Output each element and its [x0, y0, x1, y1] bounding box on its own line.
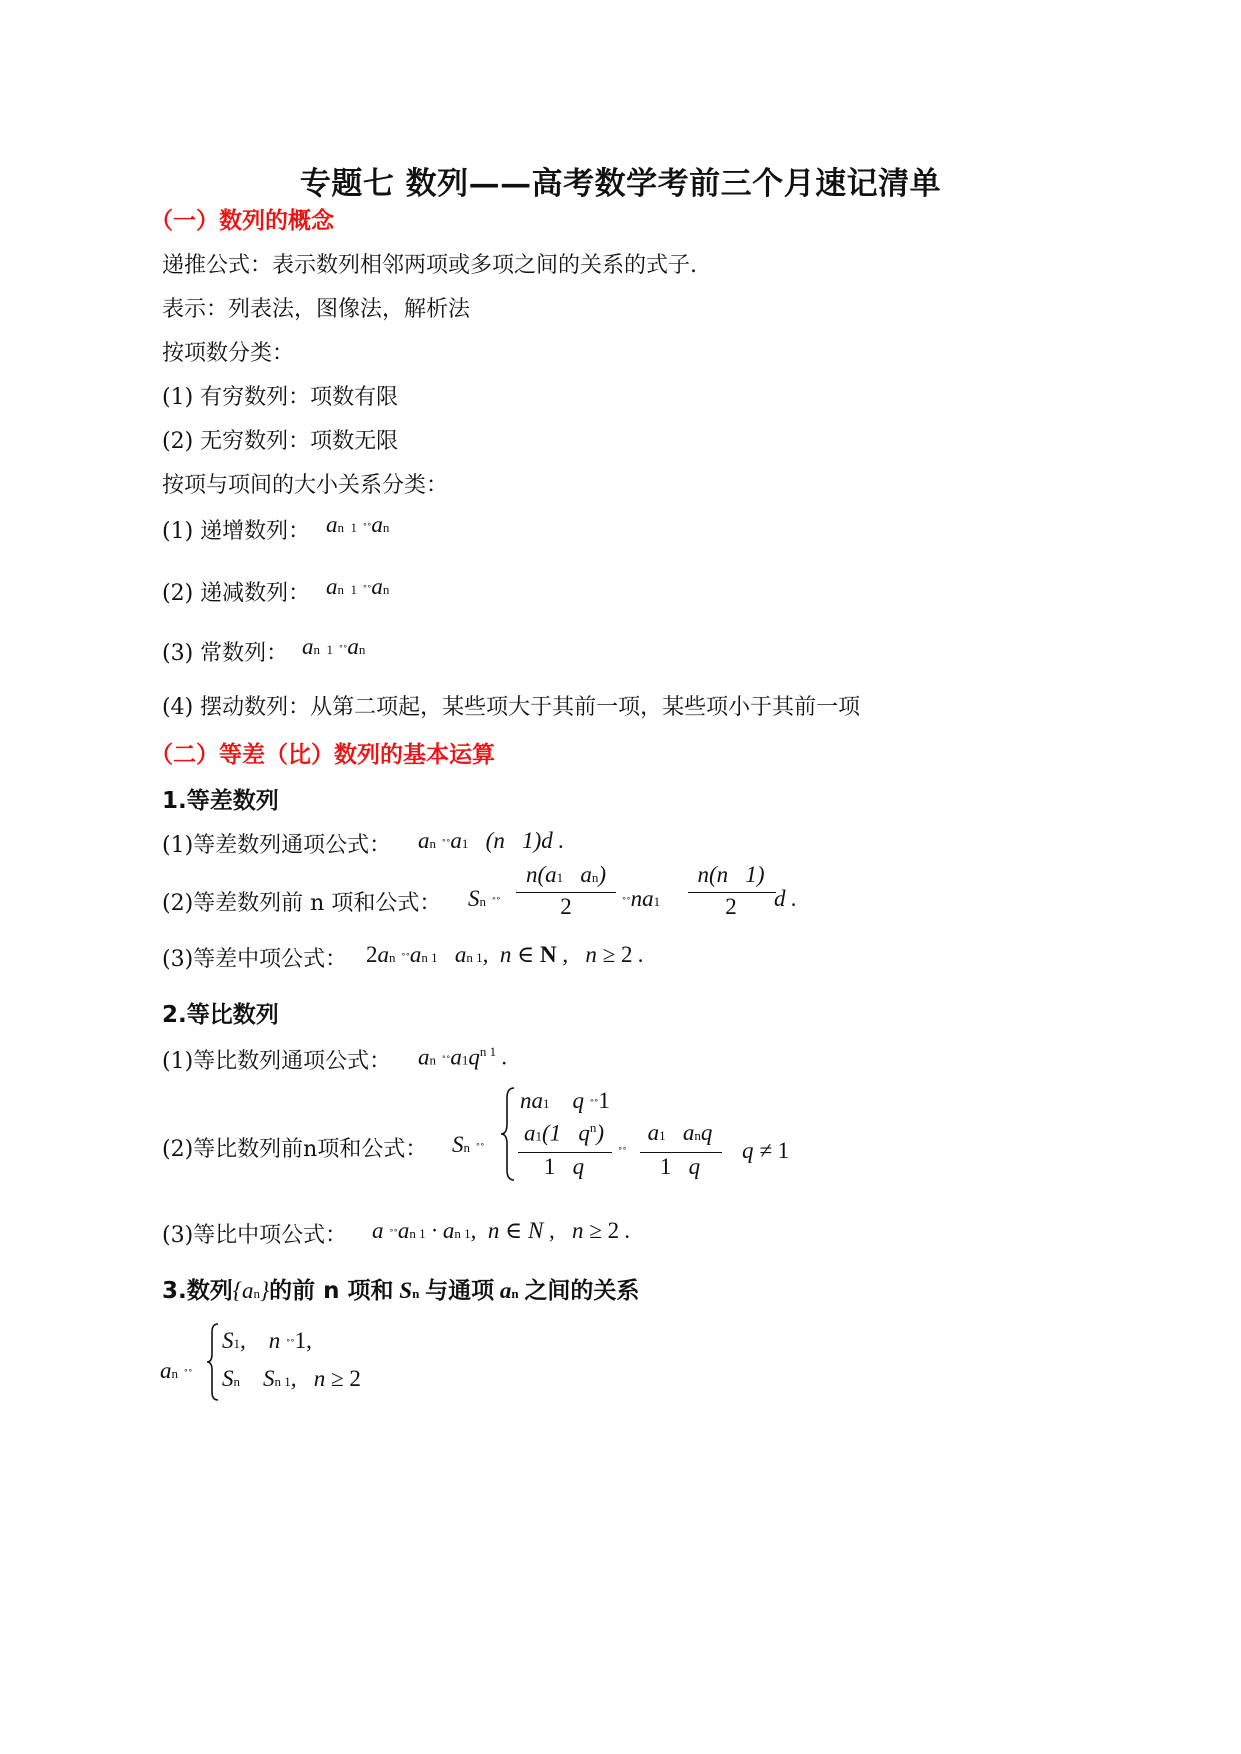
relation-case-2: Sn Sn 1, n ≥ 2	[222, 1366, 361, 1391]
subheading-geometric: 2.等比数列	[162, 1002, 279, 1028]
relation-heading-part-2: 的前 n 项和	[269, 1278, 394, 1304]
geo-sum-fraction-2: a1 anq	[647, 1120, 713, 1145]
relation-case-1: S1, n ˚˚1,	[222, 1328, 312, 1353]
decreasing-formula: an 1 ˚˚an	[326, 574, 390, 599]
geo-sum-label: (2)等比数列前n项和公式：	[162, 1137, 428, 1162]
fraction-bar	[688, 892, 776, 893]
geo-general-label: (1)等比数列通项公式：	[162, 1049, 392, 1074]
arith-sum-fraction-1: n(a1 an)	[525, 862, 607, 887]
constant-formula: an 1 ˚˚an	[302, 634, 366, 659]
relation-heading-part-3: 与通项	[425, 1278, 495, 1304]
section-heading-basic-ops: （二）等差（比）数列的基本运算	[150, 742, 495, 768]
geo-sum-denominator-1: 1 q	[543, 1154, 585, 1179]
relation-heading-part-4: 之间的关系	[524, 1278, 640, 1304]
constant-label: (3) 常数列：	[162, 641, 289, 666]
arith-sum-label: (2)等差数列前 n 项和公式：	[162, 891, 442, 916]
text-line-classify-size: 按项与项间的大小关系分类：	[162, 473, 449, 498]
geo-sum-denominator-2: 1 q	[659, 1154, 701, 1179]
geo-sum-case-1: na1 q ˚˚1	[520, 1088, 610, 1113]
page-title: 专题七 数列——高考数学考前三个月速记清单	[299, 166, 942, 202]
relation-lhs: an ˚˚	[160, 1358, 193, 1383]
geo-general-formula: an $˚˚a1q^{n 1}$ .	[418, 1044, 508, 1070]
geo-sum-fraction-1: a1(1 $q^n$)	[523, 1120, 605, 1146]
arith-sum-denominator-1: 2	[560, 894, 572, 919]
relation-heading-sn: Sn	[393, 1278, 420, 1303]
decreasing-label: (2) 递减数列：	[162, 581, 311, 606]
arith-sum-fraction-2: n(n 1)	[697, 862, 765, 887]
arith-mean-formula: 2an ˚˚an 1 an 1, n ∈ N , n ≥ 2 .	[366, 942, 644, 967]
geo-sum-condition: q ≠ 1	[742, 1138, 790, 1163]
text-line-oscillating: (4) 摆动数列：从第二项起，某些项大于其前一项，某些项小于其前一项	[162, 695, 861, 720]
relation-heading-sequence: {an}	[232, 1278, 270, 1303]
text-line-recursive: 递推公式：表示数列相邻两项或多项之间的关系的式子.	[162, 253, 697, 278]
section-heading-concept: （一）数列的概念	[150, 208, 334, 234]
text-line-finite: (1) 有穷数列：项数有限	[162, 385, 399, 410]
geo-mean-label: (3)等比中项公式：	[162, 1223, 348, 1248]
fraction-bar	[518, 1152, 612, 1153]
subheading-arithmetic: 1.等差数列	[162, 788, 279, 814]
arith-sum-denominator-2: 2	[725, 894, 737, 919]
fraction-bar	[516, 892, 616, 893]
increasing-formula: an 1 ˚˚an	[326, 512, 390, 537]
fraction-bar	[640, 1152, 722, 1153]
geo-mean-formula: a ˚˚an 1 · an 1, n ∈ N , n ≥ 2 .	[372, 1218, 631, 1243]
arith-sum-lhs: Sn ˚˚	[468, 886, 501, 911]
arith-general-label: (1)等差数列通项公式：	[162, 833, 392, 858]
arith-mean-label: (3)等差中项公式：	[162, 947, 348, 972]
relation-heading-part-1: 3.数列	[162, 1278, 233, 1304]
geo-sum-equals: ˚˚	[618, 1144, 627, 1159]
arith-general-formula: an ˚˚a1 (n 1)d .	[418, 828, 565, 853]
text-line-representation: 表示：列表法，图像法，解析法	[162, 297, 471, 322]
left-brace-icon	[500, 1086, 516, 1182]
subheading-relation	[162, 1272, 639, 1305]
text-line-classify-count: 按项数分类：	[162, 341, 295, 366]
arith-sum-tail: d .	[774, 886, 797, 911]
arith-sum-mid: ˚˚na1	[622, 886, 661, 911]
geo-sum-lhs: Sn ˚˚	[452, 1132, 485, 1157]
left-brace-icon	[206, 1322, 220, 1402]
increasing-label: (1) 递增数列：	[162, 519, 311, 544]
relation-heading-an: an	[494, 1278, 519, 1303]
text-line-infinite: (2) 无穷数列：项数无限	[162, 429, 399, 454]
